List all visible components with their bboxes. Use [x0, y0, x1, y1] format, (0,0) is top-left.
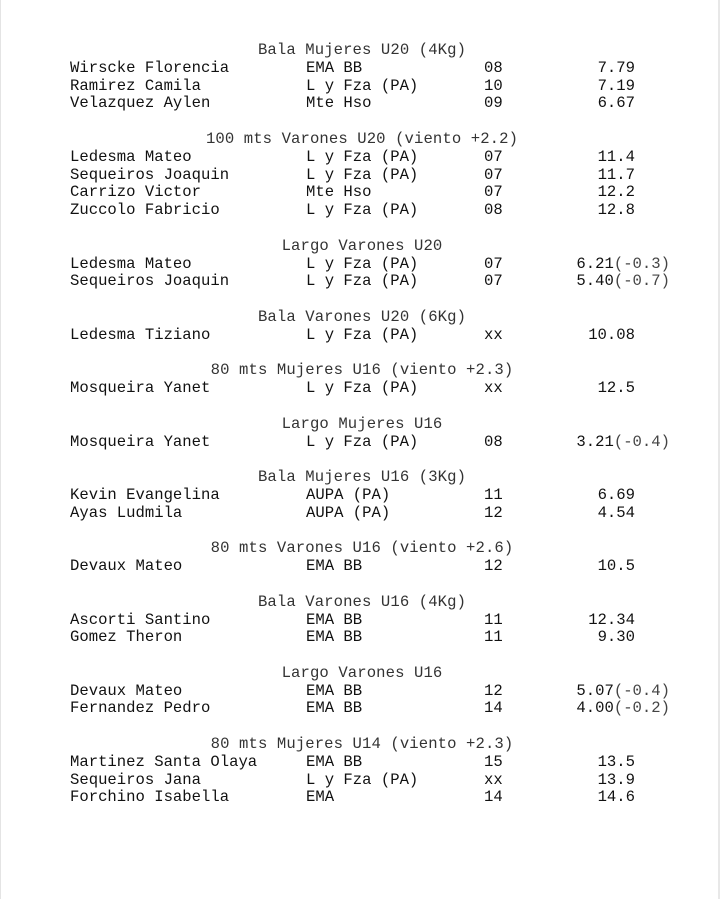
- club-name: L y Fza (PA): [306, 147, 419, 166]
- birth-year: 12: [484, 681, 503, 700]
- birth-year: 08: [484, 201, 503, 220]
- event-block: [70, 362, 670, 398]
- event-block: [70, 42, 670, 113]
- athlete-name: Ledesma Mateo: [70, 147, 192, 166]
- club-name: EMA BB: [306, 628, 363, 647]
- athlete-name: Sequeiros Joaquin: [70, 165, 230, 184]
- mark-value: 11.4: [597, 147, 635, 166]
- club-name: L y Fza (PA): [306, 770, 419, 789]
- birth-year: 07: [484, 165, 503, 184]
- club-name: L y Fza (PA): [306, 272, 419, 291]
- mark-value: 5.40: [576, 272, 614, 291]
- event-block: [70, 416, 670, 452]
- club-name: AUPA (PA): [306, 503, 391, 522]
- result-row: [70, 184, 670, 202]
- event-title: Bala Varones U16 (4Kg): [257, 592, 467, 611]
- result-row: [70, 167, 670, 185]
- result-mark: [598, 202, 635, 220]
- birth-year: 14: [484, 788, 503, 807]
- club-name: EMA: [306, 788, 335, 807]
- result-row: [70, 772, 670, 790]
- athlete-name: Zuccolo Fabricio: [70, 201, 220, 220]
- result-mark: [576, 256, 670, 274]
- event-title: Bala Mujeres U20 (4Kg): [257, 41, 467, 59]
- mark-value: 4.54: [597, 503, 635, 522]
- birth-year: 15: [484, 752, 503, 771]
- birth-year: 09: [484, 94, 503, 113]
- birth-year: 10: [484, 76, 503, 95]
- result-row: [70, 754, 670, 772]
- mark-value: 5.07: [576, 681, 614, 700]
- birth-year: 12: [484, 503, 503, 522]
- club-name: AUPA (PA): [306, 485, 391, 504]
- result-mark: [598, 789, 635, 807]
- club-name: EMA BB: [306, 610, 363, 629]
- result-mark: [598, 772, 635, 790]
- mark-value: 10.5: [597, 557, 635, 576]
- club-name: EMA BB: [306, 699, 363, 718]
- result-mark: [588, 327, 635, 345]
- mark-value: 6.21: [576, 254, 614, 273]
- result-row: [70, 60, 670, 78]
- result-row: [70, 789, 670, 807]
- event-block: [70, 736, 670, 807]
- athlete-name: Carrizo Victor: [70, 183, 202, 202]
- result-row: [70, 149, 670, 167]
- birth-year: 11: [484, 628, 503, 647]
- athlete-name: Devaux Mateo: [70, 681, 183, 700]
- birth-year: 12: [484, 557, 503, 576]
- wind-reading: (-0.3): [613, 254, 670, 273]
- result-row: [70, 629, 670, 647]
- result-row: [70, 505, 670, 523]
- birth-year: 11: [484, 485, 503, 504]
- mark-value: 12.34: [588, 610, 635, 629]
- result-row: [70, 683, 670, 701]
- event-title: Bala Mujeres U16 (3Kg): [257, 468, 467, 487]
- result-row: [70, 327, 670, 345]
- event-title: 100 mts Varones U20 (viento +2.2): [205, 129, 519, 148]
- club-name: Mte Hso: [306, 94, 372, 113]
- athlete-name: Wirscke Florencia: [70, 58, 230, 77]
- birth-year: xx: [484, 379, 503, 398]
- result-row: [70, 380, 670, 398]
- birth-year: 07: [484, 254, 503, 273]
- mark-value: 12.5: [597, 379, 635, 398]
- athlete-name: Ascorti Santino: [70, 610, 211, 629]
- result-mark: [598, 167, 635, 185]
- result-row: [70, 95, 670, 113]
- mark-value: 14.6: [597, 788, 635, 807]
- result-mark: [598, 149, 635, 167]
- birth-year: 07: [484, 147, 503, 166]
- result-mark: [598, 754, 635, 772]
- birth-year: xx: [484, 770, 503, 789]
- club-name: L y Fza (PA): [306, 165, 419, 184]
- event-block: [70, 131, 670, 220]
- result-mark: [588, 612, 635, 630]
- athlete-name: Sequeiros Jana: [70, 770, 202, 789]
- result-mark: [598, 505, 635, 523]
- event-block: [70, 594, 670, 647]
- athlete-name: Ramirez Camila: [70, 76, 202, 95]
- result-mark: [576, 434, 670, 452]
- athlete-name: Kevin Evangelina: [70, 485, 220, 504]
- result-row: [70, 558, 670, 576]
- result-row: [70, 273, 670, 291]
- athlete-name: Mosqueira Yanet: [70, 432, 211, 451]
- club-name: L y Fza (PA): [306, 432, 419, 451]
- birth-year: 08: [484, 432, 503, 451]
- wind-reading: (-0.7): [613, 272, 670, 291]
- athlete-name: Velazquez Aylen: [70, 94, 211, 113]
- athlete-name: Mosqueira Yanet: [70, 379, 211, 398]
- result-row: [70, 487, 670, 505]
- birth-year: 08: [484, 58, 503, 77]
- result-mark: [598, 558, 635, 576]
- wind-reading: (-0.4): [613, 681, 670, 700]
- mark-value: 7.79: [597, 58, 635, 77]
- result-mark: [598, 60, 635, 78]
- mark-value: 6.67: [597, 94, 635, 113]
- event-title: Largo Varones U20: [281, 236, 443, 255]
- birth-year: 07: [484, 183, 503, 202]
- result-row: [70, 612, 670, 630]
- club-name: EMA BB: [306, 58, 363, 77]
- result-mark: [598, 629, 635, 647]
- mark-value: 3.21: [576, 432, 614, 451]
- mark-value: 13.9: [597, 770, 635, 789]
- result-row: [70, 202, 670, 220]
- wind-reading: (-0.4): [613, 432, 670, 451]
- club-name: L y Fza (PA): [306, 379, 419, 398]
- result-row: [70, 256, 670, 274]
- birth-year: 11: [484, 610, 503, 629]
- athlete-name: Sequeiros Joaquin: [70, 272, 230, 291]
- mark-value: 4.00: [576, 699, 614, 718]
- event-block: [70, 540, 670, 576]
- athlete-name: Ledesma Tiziano: [70, 325, 211, 344]
- result-row: [70, 78, 670, 96]
- result-mark: [598, 487, 635, 505]
- event-block: [70, 665, 670, 718]
- club-name: EMA BB: [306, 681, 363, 700]
- athlete-name: Fernandez Pedro: [70, 699, 211, 718]
- birth-year: 14: [484, 699, 503, 718]
- athlete-name: Martinez Santa Olaya: [70, 752, 258, 771]
- athlete-name: Gomez Theron: [70, 628, 183, 647]
- event-title: 80 mts Mujeres U14 (viento +2.3): [210, 735, 514, 754]
- mark-value: 9.30: [597, 628, 635, 647]
- mark-value: 12.2: [597, 183, 635, 202]
- event-title: Largo Varones U16: [281, 663, 443, 682]
- event-title: 80 mts Mujeres U16 (viento +2.3): [210, 361, 514, 380]
- result-mark: [576, 700, 670, 718]
- event-block: [70, 309, 670, 345]
- athlete-name: Devaux Mateo: [70, 557, 183, 576]
- birth-year: xx: [484, 325, 503, 344]
- birth-year: 07: [484, 272, 503, 291]
- club-name: EMA BB: [306, 752, 363, 771]
- mark-value: 7.19: [597, 76, 635, 95]
- club-name: L y Fza (PA): [306, 254, 419, 273]
- wind-reading: (-0.2): [613, 699, 670, 718]
- event-title: Bala Varones U20 (6Kg): [257, 307, 467, 326]
- event-title: 80 mts Varones U16 (viento +2.6): [210, 539, 514, 558]
- mark-value: 12.8: [597, 201, 635, 220]
- result-mark: [598, 95, 635, 113]
- result-row: [70, 700, 670, 718]
- club-name: EMA BB: [306, 557, 363, 576]
- event-block: [70, 238, 670, 291]
- result-mark: [598, 184, 635, 202]
- mark-value: 6.69: [597, 485, 635, 504]
- result-mark: [576, 683, 670, 701]
- mark-value: 10.08: [588, 325, 635, 344]
- club-name: L y Fza (PA): [306, 76, 419, 95]
- results-list: [70, 42, 670, 825]
- athlete-name: Forchino Isabella: [70, 788, 230, 807]
- athlete-name: Ledesma Mateo: [70, 254, 192, 273]
- mark-value: 13.5: [597, 752, 635, 771]
- mark-value: 11.7: [597, 165, 635, 184]
- athlete-name: Ayas Ludmila: [70, 503, 183, 522]
- result-mark: [576, 273, 670, 291]
- result-mark: [598, 78, 635, 96]
- result-row: [70, 434, 670, 452]
- result-mark: [598, 380, 635, 398]
- event-title: Largo Mujeres U16: [281, 414, 443, 433]
- club-name: Mte Hso: [306, 183, 372, 202]
- event-block: [70, 469, 670, 522]
- club-name: L y Fza (PA): [306, 325, 419, 344]
- club-name: L y Fza (PA): [306, 201, 419, 220]
